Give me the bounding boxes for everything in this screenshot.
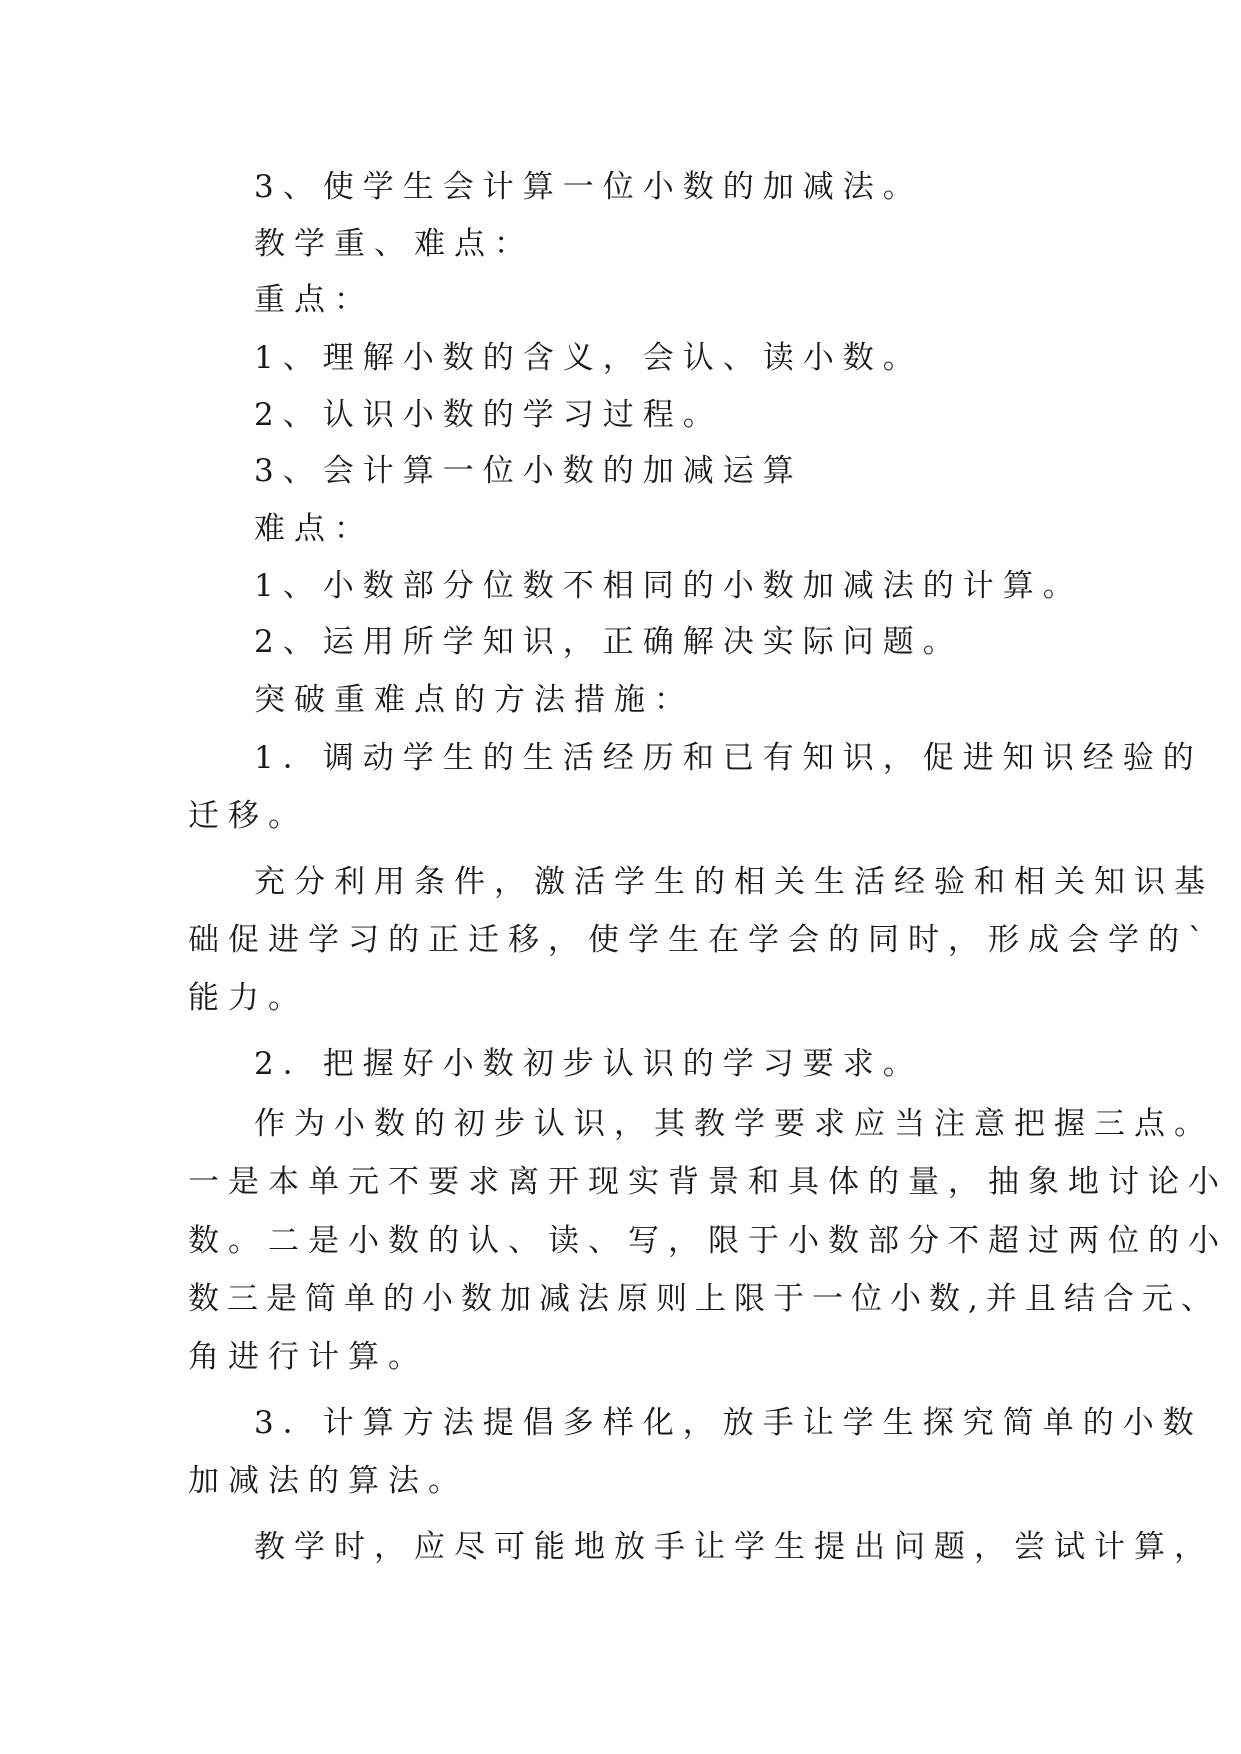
- text-line: 教学重、难点：: [254, 226, 534, 262]
- text-line: 1、理解小数的含义，会认、读小数。: [254, 340, 923, 376]
- text-line: 教学时，应尽可能地放手让学生提出问题，尝试计算，: [254, 1529, 1214, 1565]
- text-line: 角进行计算。: [188, 1339, 428, 1375]
- text-line: 迁移。: [188, 798, 308, 834]
- text-line: 难点：: [254, 511, 374, 547]
- text-line: 2．把握好小数初步认识的学习要求。: [254, 1046, 923, 1082]
- text-line: 重点：: [254, 282, 374, 318]
- text-line: 3．计算方法提倡多样化，放手让学生探究简单的小数: [254, 1405, 1203, 1441]
- text-line: 数。二是小数的认、读、写，限于小数部分不超过两位的小: [188, 1223, 1228, 1259]
- text-line: 3、会计算一位小数的加减运算: [254, 453, 803, 489]
- text-line: 一是本单元不要求离开现实背景和具体的量，抽象地讨论小: [188, 1164, 1228, 1200]
- text-line: 能力。: [188, 980, 308, 1016]
- text-line: 2、运用所学知识，正确解决实际问题。: [254, 624, 963, 660]
- text-line: 加减法的算法。: [188, 1463, 468, 1499]
- text-line: 突破重难点的方法措施：: [254, 682, 694, 718]
- text-line: 作为小数的初步认识，其教学要求应当注意把握三点。: [254, 1106, 1214, 1142]
- text-line: 2、认识小数的学习过程。: [254, 397, 723, 433]
- text-line: 1．调动学生的生活经历和已有知识，促进知识经验的: [254, 740, 1203, 776]
- text-line: 础促进学习的正迁移，使学生在学会的同时，形成会学的`: [188, 922, 1213, 958]
- text-line: 数三是简单的小数加减法原则上限于一位小数,并且结合元、: [188, 1281, 1220, 1317]
- text-line: 1、小数部分位数不相同的小数加减法的计算。: [254, 568, 1083, 604]
- text-line: 3、使学生会计算一位小数的加减法。: [254, 169, 923, 205]
- text-line: 充分利用条件，激活学生的相关生活经验和相关知识基: [254, 864, 1214, 900]
